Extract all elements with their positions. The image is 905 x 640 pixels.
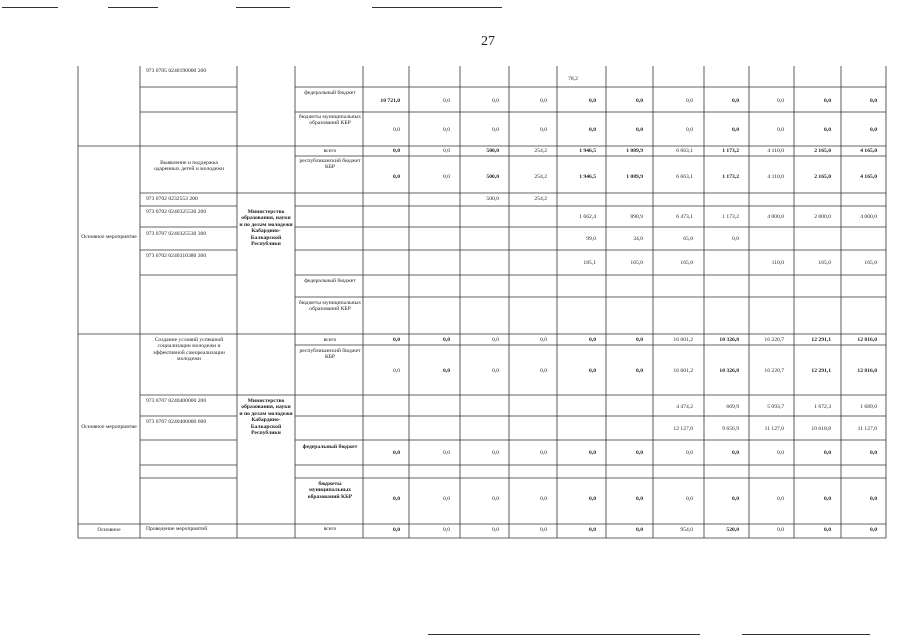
cell-value: 0,0 bbox=[393, 450, 400, 456]
cell-value: 0,0 bbox=[443, 174, 450, 180]
cell-value: 500,0 bbox=[486, 174, 499, 180]
cell-value: 0,0 bbox=[589, 496, 596, 502]
cell-value: 500,0 bbox=[486, 148, 499, 154]
cell-value: 0,0 bbox=[870, 98, 877, 104]
cell-value: 6 663,1 bbox=[676, 148, 693, 154]
cell-value: 1 672,3 bbox=[814, 404, 831, 410]
cell-value: 0,0 bbox=[492, 368, 499, 374]
cell-value: 16 601,2 bbox=[673, 337, 693, 343]
cell-value: 1 689,0 bbox=[860, 404, 877, 410]
cell-value: 1 173,2 bbox=[722, 174, 739, 180]
cell-value: 0,0 bbox=[636, 98, 643, 104]
executor: Министерство образования, науки и по делам молодежи Кабардино-Балкарской Республики bbox=[239, 398, 293, 437]
cell-value: 5 093,7 bbox=[767, 404, 784, 410]
cell-value: 0,0 bbox=[443, 450, 450, 456]
cell-value: 0,0 bbox=[777, 450, 784, 456]
source-label-municipal: бюджеты муниципальных образований КБР bbox=[298, 300, 362, 313]
cell-value: 0,0 bbox=[540, 368, 547, 374]
cell-value: 10 721,0 bbox=[380, 98, 400, 104]
cell-value: 0,0 bbox=[393, 368, 400, 374]
cell-value: 520,0 bbox=[726, 527, 739, 533]
cell-value: 1 946,5 bbox=[579, 148, 596, 154]
cell-value: 0,0 bbox=[732, 236, 739, 242]
cell-value: 0,0 bbox=[492, 496, 499, 502]
cell-value: 4 165,0 bbox=[860, 174, 877, 180]
source-label-federal: федеральный бюджет bbox=[304, 278, 356, 284]
cell-value: 0,0 bbox=[870, 527, 877, 533]
page-number: 27 bbox=[481, 34, 495, 49]
cell-value: 0,0 bbox=[589, 337, 596, 343]
cell-value: 165,0 bbox=[818, 260, 831, 266]
budget-code: 973 0702 0240325530 200 bbox=[146, 209, 207, 215]
cell-value: 12 816,0 bbox=[857, 368, 877, 374]
cell-value: 0,0 bbox=[824, 127, 831, 133]
cell-value: 0,0 bbox=[824, 98, 831, 104]
cell-value: 0,0 bbox=[732, 496, 739, 502]
cell-value: 254,2 bbox=[534, 148, 547, 154]
cell-value: 0,0 bbox=[540, 527, 547, 533]
cell-value: 0,0 bbox=[393, 496, 400, 502]
cell-value: 10 326,8 bbox=[719, 368, 739, 374]
cell-value: 16 601,2 bbox=[673, 368, 693, 374]
cell-value: 254,2 bbox=[534, 174, 547, 180]
cell-value: 0,0 bbox=[636, 450, 643, 456]
cell-value: 4 110,0 bbox=[767, 148, 784, 154]
source-label-federal: федеральный бюджет bbox=[304, 90, 356, 96]
cell-value: 0,0 bbox=[393, 527, 400, 533]
activity-name: Проведение мероприятий bbox=[146, 526, 208, 532]
budget-code: 973 0707 0240400000 200 bbox=[146, 398, 207, 404]
cell-value: 0,0 bbox=[686, 450, 693, 456]
cell-value: 12 291,1 bbox=[811, 337, 831, 343]
budget-code: 973 0702 0232553 200 bbox=[146, 196, 198, 202]
cell-value: 0,0 bbox=[540, 98, 547, 104]
cell-value: 0,0 bbox=[824, 450, 831, 456]
cell-value: 12 291,1 bbox=[811, 368, 831, 374]
cell-value: 0,0 bbox=[589, 98, 596, 104]
source-label-municipal: бюджеты муниципальных образований КБР bbox=[298, 114, 362, 127]
cell-value: 0,0 bbox=[443, 127, 450, 133]
cell-value: 4 000,0 bbox=[767, 214, 784, 220]
source-label-republic: республиканский бюджет КБР bbox=[299, 158, 361, 171]
cell-value: 1 089,9 bbox=[626, 148, 643, 154]
source-label-total: всего bbox=[323, 148, 337, 154]
cell-value: 954,0 bbox=[680, 527, 693, 533]
cell-value: 0,0 bbox=[777, 496, 784, 502]
cell-value: 65,0 bbox=[683, 236, 693, 242]
activity-name: Выявление и поддержка одаренных детей и молодежи bbox=[153, 160, 225, 173]
cell-value: 669,9 bbox=[726, 404, 739, 410]
activity-name: Создание условий успешной социализации молодежи и эффективной самореализации молодежи bbox=[153, 337, 225, 363]
cell-value: 16 220,7 bbox=[764, 337, 784, 343]
cell-value: 185,1 bbox=[583, 260, 596, 266]
cell-value: 12 127,0 bbox=[673, 426, 693, 432]
cell-value: 1 089,9 bbox=[626, 174, 643, 180]
cell-value: 4 000,0 bbox=[860, 214, 877, 220]
cell-value: 0,0 bbox=[393, 337, 400, 343]
cell-value: 0,0 bbox=[540, 496, 547, 502]
footer-rule bbox=[742, 634, 870, 635]
source-label-republic: республиканский бюджет КБР bbox=[299, 348, 361, 361]
budget-code: 973 0707 0240325530 300 bbox=[146, 231, 207, 237]
source-label-municipal: бюджеты муниципальных образований КБР bbox=[307, 481, 353, 500]
cell-value: 0,0 bbox=[870, 127, 877, 133]
budget-code: 973 0702 0240310380 300 bbox=[146, 253, 207, 259]
cell-value: 0,0 bbox=[492, 337, 499, 343]
cell-value: 1 946,5 bbox=[579, 174, 596, 180]
cell-value: 0,0 bbox=[636, 337, 643, 343]
source-label-federal: федеральный бюджет bbox=[302, 444, 358, 450]
cell-value: 0,0 bbox=[636, 127, 643, 133]
cell-value: 0,0 bbox=[777, 98, 784, 104]
cell-value: 2 165,0 bbox=[814, 174, 831, 180]
cell-value: 0,0 bbox=[589, 450, 596, 456]
cell-value: 0,0 bbox=[777, 527, 784, 533]
cell-value: 0,0 bbox=[636, 496, 643, 502]
footer-rule bbox=[428, 634, 700, 635]
cell-value: 16 220,7 bbox=[764, 368, 784, 374]
cell-value: 12 816,0 bbox=[857, 337, 877, 343]
source-label-total: всего bbox=[323, 526, 337, 532]
cell-value: 0,0 bbox=[732, 98, 739, 104]
cell-value: 0,0 bbox=[636, 368, 643, 374]
cell-value: 9 656,9 bbox=[722, 426, 739, 432]
cell-value: 4 165,0 bbox=[860, 148, 877, 154]
cell-value: 0,0 bbox=[686, 98, 693, 104]
cell-value: 0,0 bbox=[732, 450, 739, 456]
cell-value: 10 326,8 bbox=[719, 337, 739, 343]
cell-value: 0,0 bbox=[443, 527, 450, 533]
cell-value: 0,0 bbox=[540, 337, 547, 343]
cell-value: 2 000,0 bbox=[814, 214, 831, 220]
cell-value: 2 165,0 bbox=[814, 148, 831, 154]
cell-value: 6 663,1 bbox=[676, 174, 693, 180]
source-label-total: всего bbox=[323, 337, 337, 343]
cell-value: 11 127,0 bbox=[857, 426, 877, 432]
cell-value: 0,0 bbox=[443, 98, 450, 104]
cell-value: 0,0 bbox=[636, 527, 643, 533]
cell-value: 1 173,2 bbox=[722, 214, 739, 220]
cell-value: 1 173,2 bbox=[722, 148, 739, 154]
cell-value: 0,0 bbox=[393, 174, 400, 180]
cell-value: 0,0 bbox=[443, 337, 450, 343]
cell-value: 500,0 bbox=[486, 196, 499, 202]
cell-value: 0,0 bbox=[589, 127, 596, 133]
cell-value: 4 110,0 bbox=[767, 174, 784, 180]
cell-value: 0,0 bbox=[492, 527, 499, 533]
activity-type: Основное мероприятие bbox=[81, 424, 137, 430]
budget-code: 973 0707 0240400000 600 bbox=[146, 419, 207, 425]
cell-value: 0,0 bbox=[492, 98, 499, 104]
cell-value: 0,0 bbox=[393, 148, 400, 154]
cell-value: 0,0 bbox=[777, 127, 784, 133]
cell-value: 34,0 bbox=[633, 236, 643, 242]
cell-value: 0,0 bbox=[443, 496, 450, 502]
cell-value: 0,0 bbox=[824, 496, 831, 502]
cell-value: 1 662,4 bbox=[579, 214, 596, 220]
cell-value: 0,0 bbox=[589, 527, 596, 533]
cell-value: 11 127,0 bbox=[764, 426, 784, 432]
cell-value: 0,0 bbox=[540, 450, 547, 456]
cell-value: 0,0 bbox=[492, 450, 499, 456]
activity-type: Основное bbox=[97, 527, 121, 533]
cell-value: 890,9 bbox=[630, 214, 643, 220]
executor: Министерство образования, науки и по делам молодежи Кабардино-Балкарской Республики bbox=[239, 209, 293, 248]
activity-type: Основное мероприятие bbox=[81, 234, 137, 240]
cell-value: 110,0 bbox=[771, 260, 784, 266]
cell-value: 0,0 bbox=[870, 496, 877, 502]
cell-value: 99,0 bbox=[586, 236, 596, 242]
cell-value: 0,0 bbox=[732, 127, 739, 133]
cell-value: 0,0 bbox=[443, 148, 450, 154]
budget-code: 973 0705 0240190000 200 bbox=[146, 68, 207, 74]
cell-value: 0,0 bbox=[393, 127, 400, 133]
cell-value: 165,0 bbox=[864, 260, 877, 266]
cell-value: 78,2 bbox=[568, 76, 578, 82]
cell-value: 165,0 bbox=[630, 260, 643, 266]
cell-value: 6 473,1 bbox=[676, 214, 693, 220]
cell-value: 0,0 bbox=[443, 368, 450, 374]
cell-value: 10 618,8 bbox=[811, 426, 831, 432]
cell-value: 0,0 bbox=[540, 127, 547, 133]
cell-value: 165,0 bbox=[680, 260, 693, 266]
cell-value: 0,0 bbox=[870, 450, 877, 456]
cell-value: 0,0 bbox=[492, 127, 499, 133]
cell-value: 254,2 bbox=[534, 196, 547, 202]
cell-value: 0,0 bbox=[589, 368, 596, 374]
cell-value: 4 474,2 bbox=[676, 404, 693, 410]
cell-value: 0,0 bbox=[824, 527, 831, 533]
cell-value: 0,0 bbox=[686, 496, 693, 502]
cell-value: 0,0 bbox=[686, 127, 693, 133]
